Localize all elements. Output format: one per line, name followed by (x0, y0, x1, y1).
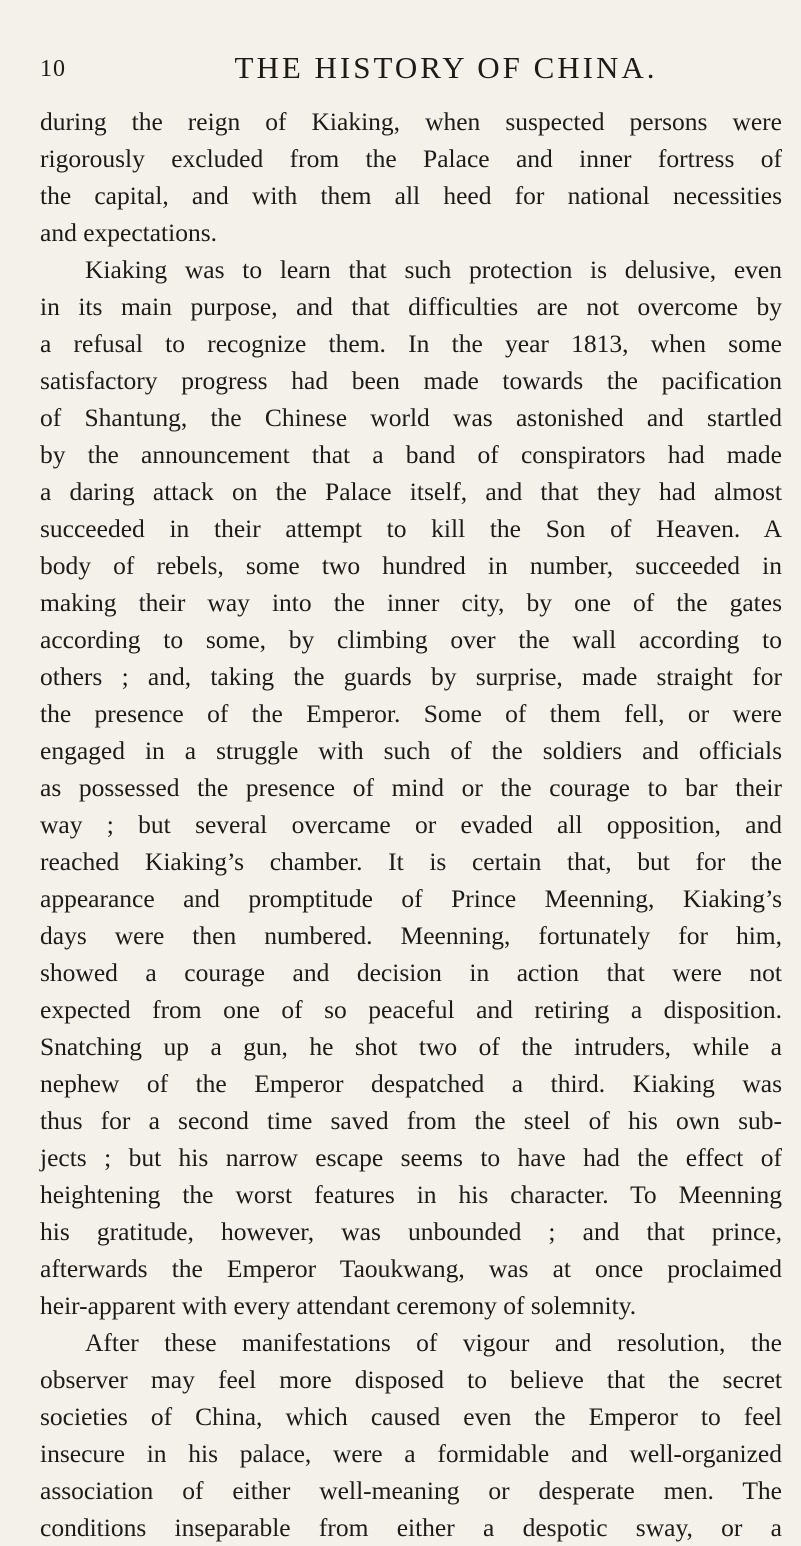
paragraph-end-line: heir-apparent with every attendant ceremony of solemnity. (40, 1291, 637, 1320)
text-line: rigorously excluded from the Palace and inner fortress of (40, 144, 782, 173)
page-number: 10 (40, 56, 66, 82)
text-line: succeeded in their attempt to kill the Son of Heaven. A (40, 514, 782, 543)
text-line: nephew of the Emperor despatched a third. Kiaking was (40, 1069, 782, 1098)
text-line: observer may feel more disposed to believe that the secret (40, 1365, 782, 1394)
text-line: a daring attack on the Palace itself, and that they had almost (40, 477, 782, 506)
text-line: afterwards the Emperor Taoukwang, was at once proclaimed (40, 1254, 782, 1283)
running-title: THE HISTORY OF CHINA. (234, 50, 658, 85)
text-line: showed a courage and decision in action that were not (40, 958, 782, 987)
text-line: heightening the worst features in his character. To Meenning (40, 1180, 782, 1209)
paragraph-start-line: Kiaking was to learn that such protection is delusive, even (85, 255, 782, 284)
text-line: satisfactory progress had been made towards the pacification (40, 366, 782, 395)
text-line: societies of China, which caused even the Emperor to feel (40, 1402, 782, 1431)
text-line: as possessed the presence of mind or the courage to bar their (40, 773, 782, 802)
text-line: reached Kiaking’s chamber. It is certain that, but for the (40, 847, 782, 876)
text-line: the capital, and with them all heed for national necessities (40, 181, 782, 210)
text-line: a refusal to recognize them. In the year 1813, when some (40, 329, 782, 358)
text-line: by the announcement that a band of conspirators had made (40, 440, 782, 469)
text-line: expected from one of so peaceful and retiring a disposition. (40, 995, 782, 1024)
text-line: body of rebels, some two hundred in number, succeeded in (40, 551, 782, 580)
text-line: days were then numbered. Meenning, fortunately for him, (40, 921, 782, 950)
text-line: of Shantung, the Chinese world was astonished and startled (40, 403, 782, 432)
text-line: engaged in a struggle with such of the soldiers and officials (40, 736, 782, 765)
text-line: thus for a second time saved from the steel of his own sub- (40, 1106, 782, 1135)
text-line: making their way into the inner city, by one of the gates (40, 588, 782, 617)
text-line: his gratitude, however, was unbounded ; and that prince, (40, 1217, 782, 1246)
body-text (40, 103, 782, 1546)
paragraph-end-line: and expectations. (40, 218, 218, 247)
text-line: appearance and promptitude of Prince Meenning, Kiaking’s (40, 884, 782, 913)
text-line: jects ; but his narrow escape seems to have had the effect of (40, 1143, 782, 1172)
text-line: during the reign of Kiaking, when suspected persons were (40, 107, 782, 136)
paragraph-start-line: After these manifestations of vigour and resolution, the (85, 1328, 782, 1357)
text-line: conditions inseparable from either a despotic sway, or a (40, 1513, 782, 1542)
text-line: Snatching up a gun, he shot two of the intruders, while a (40, 1032, 782, 1061)
text-line: according to some, by climbing over the wall according to (40, 625, 782, 654)
text-line: others ; and, taking the guards by surprise, made straight for (40, 662, 782, 691)
running-head (40, 50, 782, 94)
text-line: association of either well-meaning or desperate men. The (40, 1476, 782, 1505)
text-line: insecure in his palace, were a formidable and well-organized (40, 1439, 782, 1468)
text-line: in its main purpose, and that difficulties are not overcome by (40, 292, 782, 321)
text-line: way ; but several overcame or evaded all opposition, and (40, 810, 782, 839)
text-line: the presence of the Emperor. Some of them fell, or were (40, 699, 782, 728)
